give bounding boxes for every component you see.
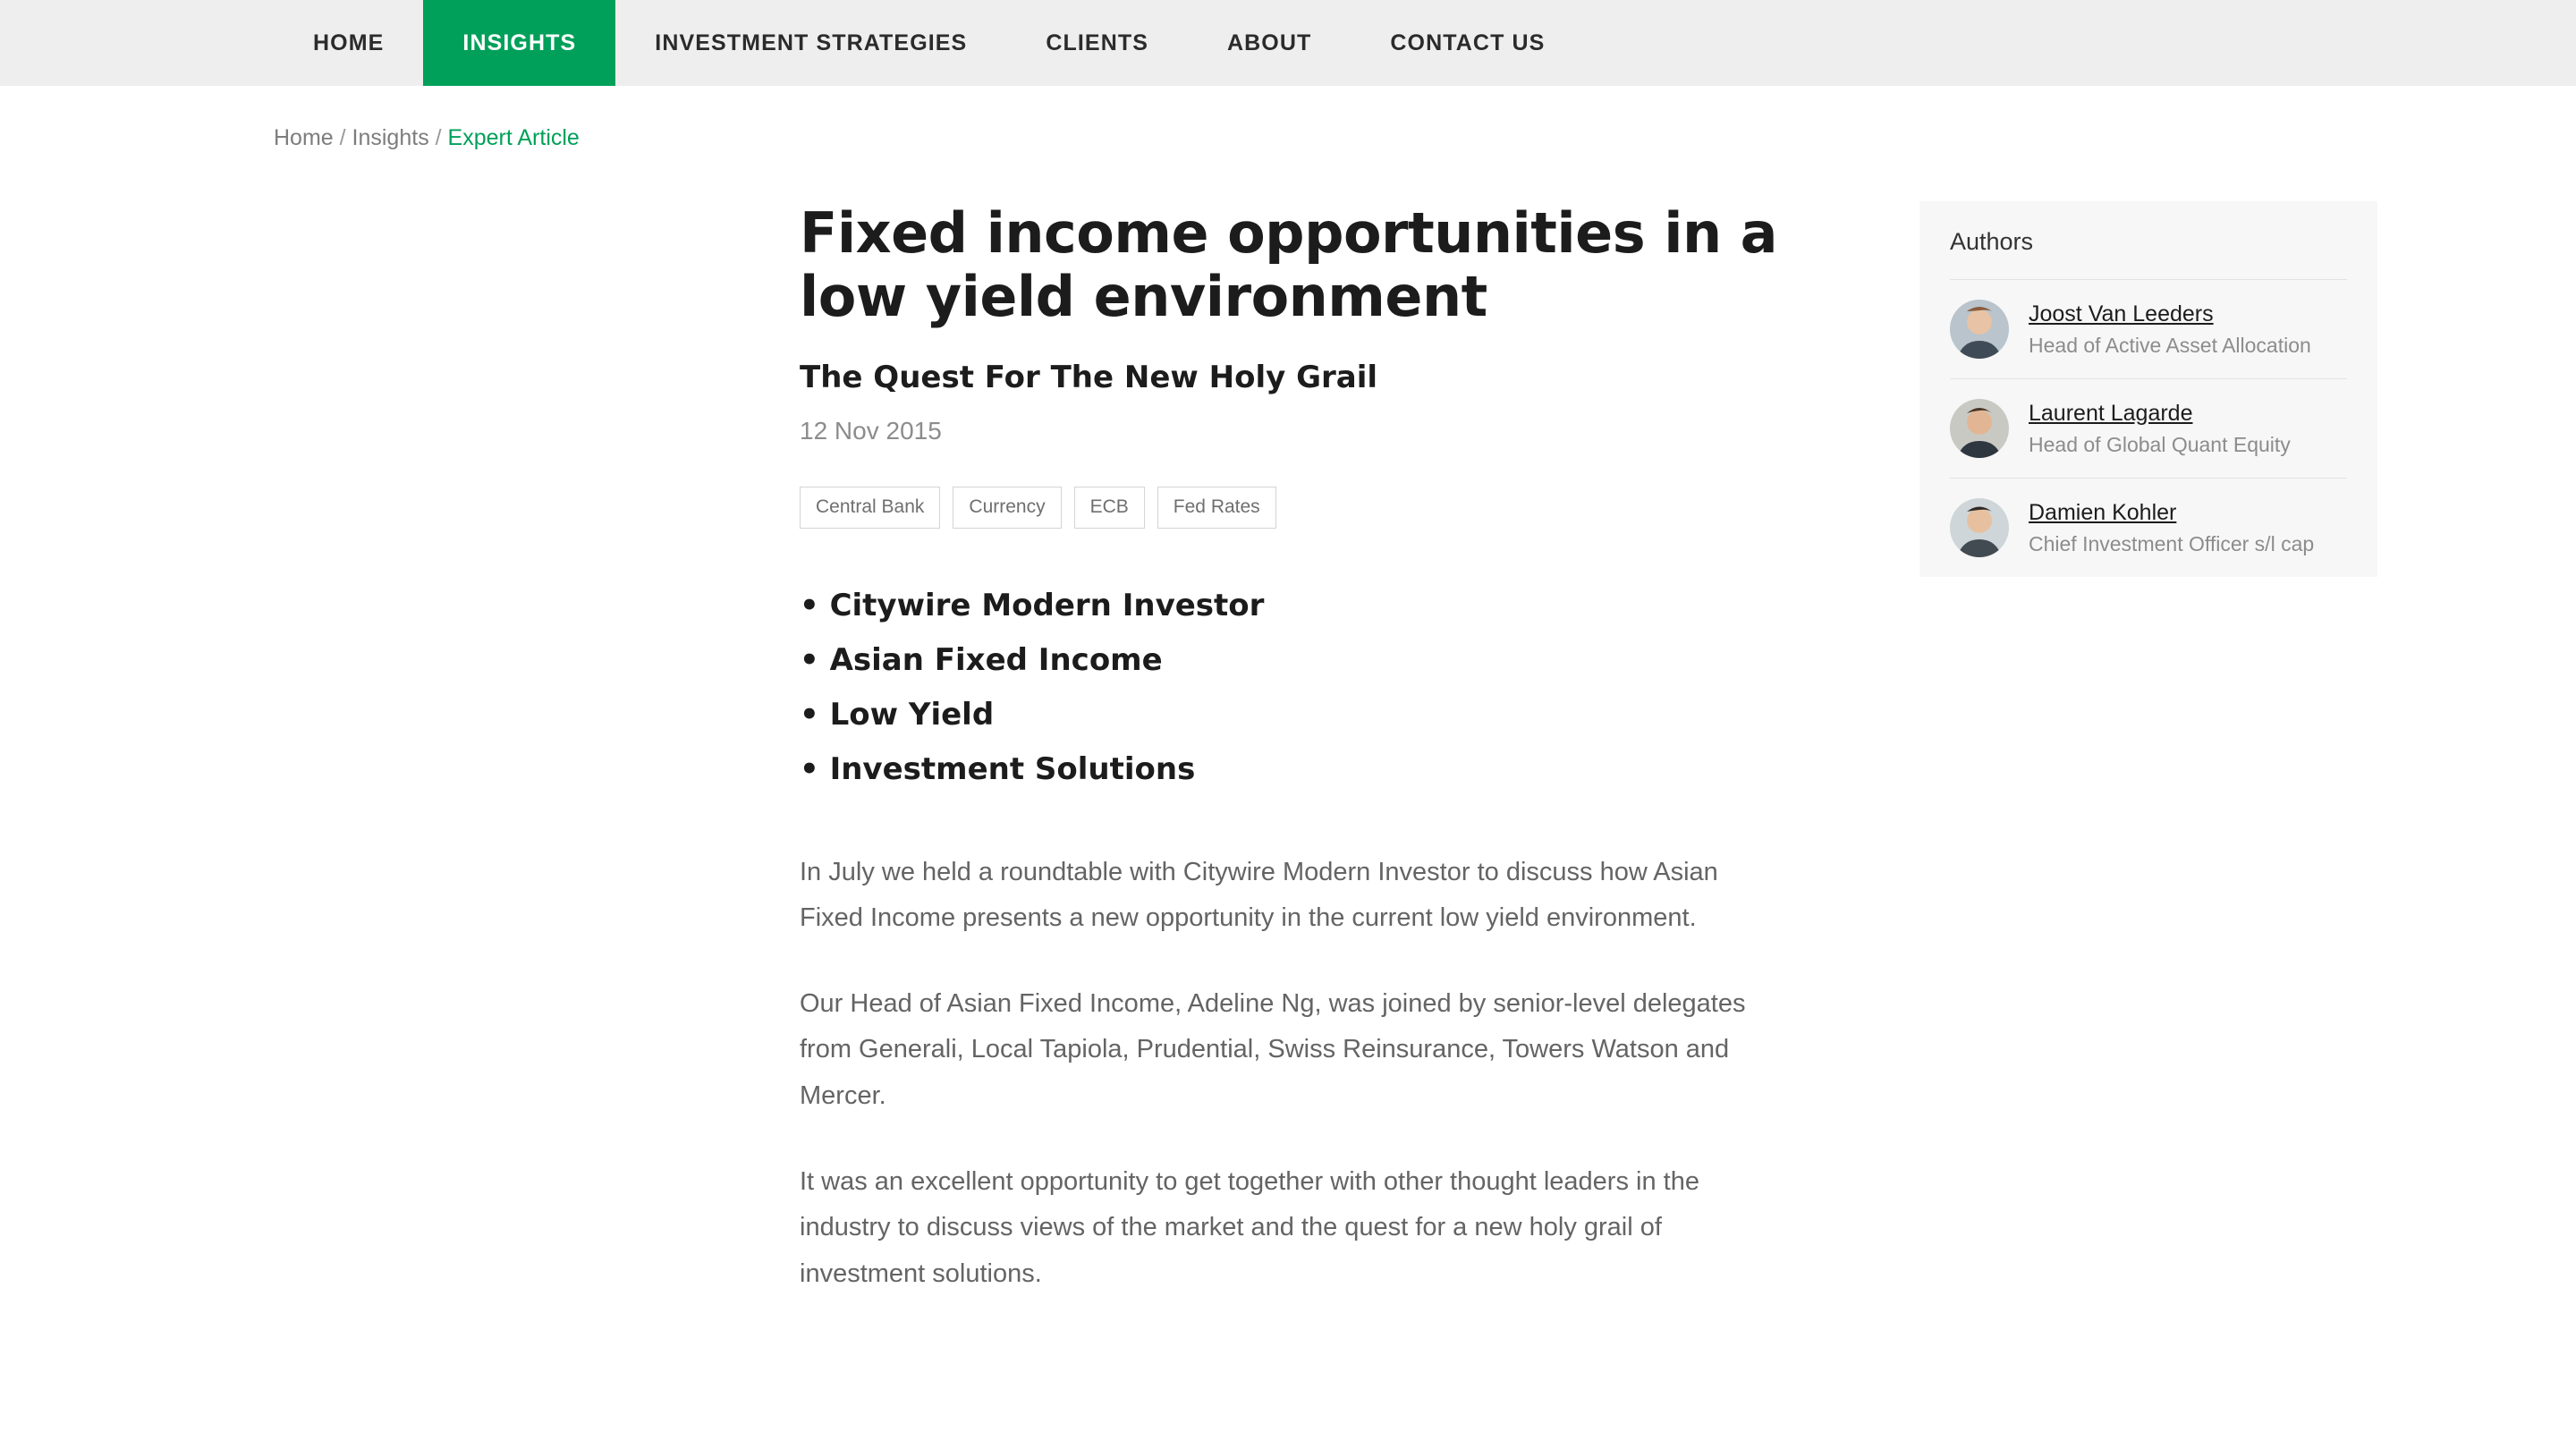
avatar	[1950, 399, 2009, 458]
author-name-link[interactable]: Laurent Lagarde	[2029, 400, 2193, 426]
breadcrumb-current: Expert Article	[447, 125, 580, 150]
page-title: Fixed income opportunities in a low yield environment	[800, 200, 1778, 330]
avatar-photo-icon	[1950, 498, 2009, 557]
breadcrumb-home[interactable]: Home	[274, 125, 334, 150]
article-paragraph: It was an excellent opportunity to get together with other thought leaders in the industry to discuss views of the market and the quest for a new holy grail of investment solutions.	[800, 1166, 1699, 1288]
nav-item-investment-strategies[interactable]: INVESTMENT STRATEGIES	[655, 30, 968, 55]
author-name-link[interactable]: Joost Van Leeders	[2029, 301, 2214, 326]
list-item: • Asian Fixed Income	[800, 641, 1163, 678]
author-role: Head of Active Asset Allocation	[2029, 333, 2311, 357]
author-role: Head of Global Quant Equity	[2029, 432, 2291, 456]
authors-panel	[1919, 201, 2377, 577]
list-item: • Investment Solutions	[800, 750, 1196, 787]
tag-central-bank[interactable]: Central Bank	[800, 487, 940, 529]
tag-fed-rates[interactable]: Fed Rates	[1157, 487, 1276, 529]
nav-left-spacer	[0, 0, 274, 86]
author-role: Chief Investment Officer s/l cap	[2029, 531, 2315, 555]
nav-item-insights[interactable]: INSIGHTS	[423, 0, 615, 86]
tag-list	[800, 487, 1784, 529]
author-meta	[2029, 500, 2314, 556]
avatar	[1950, 498, 2009, 557]
avatar-photo-icon	[1950, 399, 2009, 458]
article-subtitle: The Quest For The New Holy Grail	[800, 359, 1378, 395]
avatar	[1950, 300, 2009, 359]
article-column	[800, 201, 1784, 1336]
list-item: • Low Yield	[800, 696, 995, 733]
top-navigation-bar	[0, 0, 2576, 86]
nav-item-home[interactable]: HOME	[313, 30, 385, 55]
breadcrumb-insights[interactable]: Insights	[352, 125, 429, 150]
list-item[interactable]	[1950, 379, 2347, 479]
page-content	[0, 151, 2576, 1336]
list-item[interactable]	[1950, 280, 2347, 379]
breadcrumb-separator-2: /	[428, 125, 448, 150]
article-highlights	[800, 588, 1784, 787]
nav-item-about[interactable]: ABOUT	[1227, 30, 1312, 55]
nav-item-clients[interactable]: CLIENTS	[1046, 30, 1148, 55]
list-item[interactable]	[1950, 479, 2347, 577]
article-paragraph: Our Head of Asian Fixed Income, Adeline Ng, was joined by senior-level delegates from Generali, Local Tapiola, Prudential, Swiss Reinsurance, Towers Watson and Mercer.	[800, 988, 1746, 1111]
breadcrumb-separator-1: /	[333, 125, 352, 150]
author-meta	[2029, 301, 2311, 358]
nav-item-contact-us[interactable]: CONTACT US	[1390, 30, 1546, 55]
list-item: • Citywire Modern Investor	[800, 587, 1265, 623]
avatar-photo-icon	[1950, 300, 2009, 359]
author-meta	[2029, 401, 2291, 457]
article-date: 12 Nov 2015	[800, 416, 942, 445]
tag-currency[interactable]: Currency	[953, 487, 1061, 529]
sidebar-rail	[1919, 201, 2377, 577]
author-name-link[interactable]: Damien Kohler	[2029, 499, 2177, 525]
authors-heading: Authors	[1950, 201, 2347, 280]
tag-ecb[interactable]: ECB	[1074, 487, 1145, 529]
article-paragraph: In July we held a roundtable with Citywire Modern Investor to discuss how Asian Fixed Income presents a new opportunity in the current low yield environment.	[800, 857, 1718, 933]
breadcrumb	[0, 86, 2576, 151]
